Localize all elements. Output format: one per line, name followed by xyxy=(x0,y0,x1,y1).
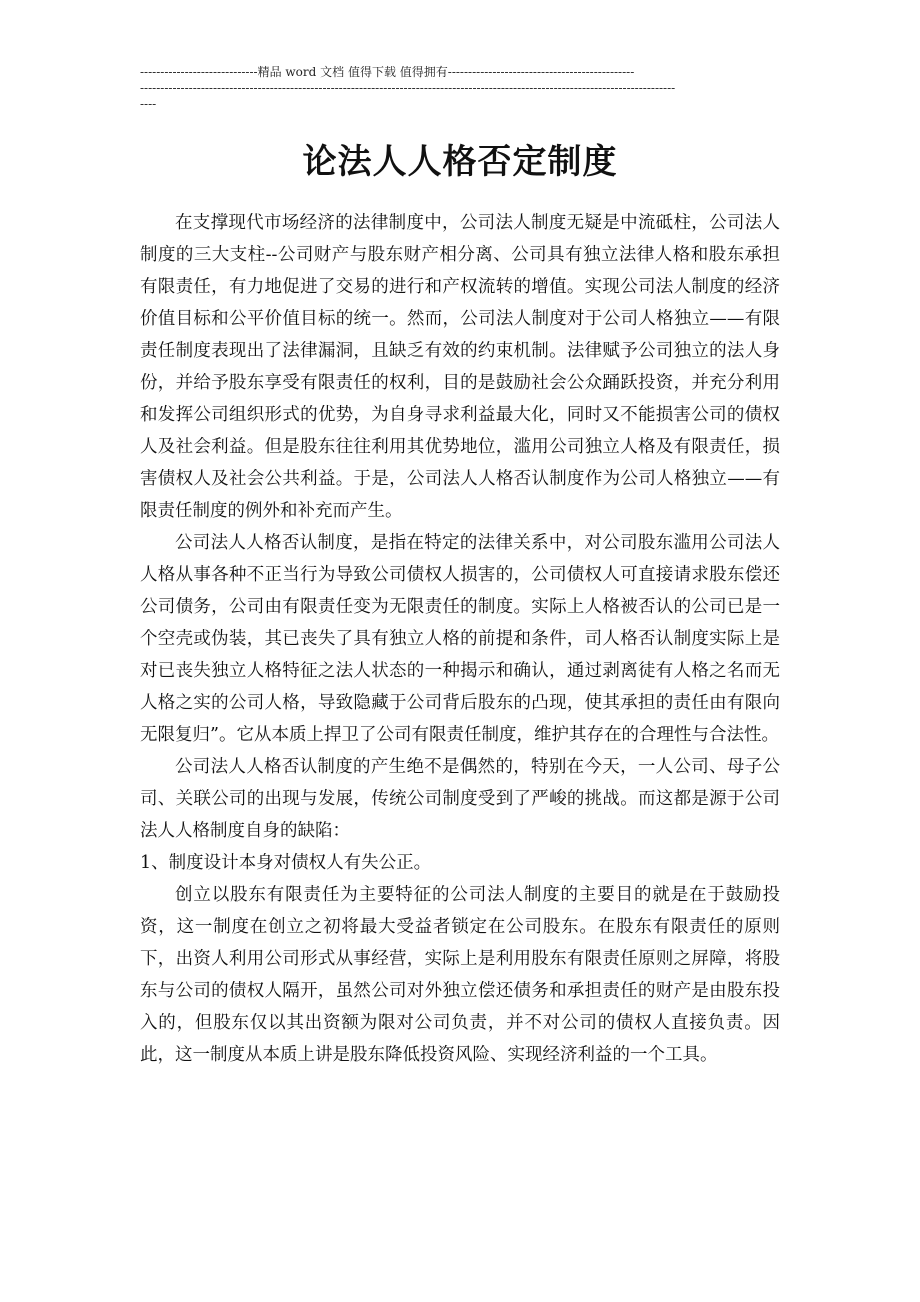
header-dash-line-end: ---- xyxy=(140,97,157,111)
paragraph-definition: 公司法人人格否认制度，是指在特定的法律关系中，对公司股东滥用公司法人人格从事各种不正当行为导致公司债权人损害的，公司债权人可直接请求股东偿还公司债务，公司由有限责任变为无限责任的制度。实际上人格被否认的公司已是一个空壳或伪装，其已丧失了具有独立人格的前提和条件，司人格否认制度实际上是对已丧失独立人格特征之法人状态的一种揭示和确认，通过剥离徒有人格之名而无人格之实的公司人格，导致隐藏于公司背后股东的凸现，使其承担的责任由有限向无限复归”。它从本质上捍卫了公司有限责任制度，维护其存在的合理性与合法性。 xyxy=(140,533,780,745)
header-banner-line: -----------------------------精品 word 文档 值得下载 值得拥有---------------------------------------------- xyxy=(140,65,635,79)
section-heading-1: 1、制度设计本身对债权人有失公正。 xyxy=(140,853,432,873)
paragraph-section-1: 创立以股东有限责任为主要特征的公司法人制度的主要目的就是在于鼓励投资，这一制度在创立之初将最大受益者锁定在公司股东。在股东有限责任的原则下，出资人利用公司形式从事经营，实际上是利用股东有限责任原则之屏障，将股东与公司的债权人隔开，虽然公司对外独立偿还债务和承担责任的财产是由股东投入的，但股东仅以其出资额为限对公司负责，并不对公司的债权人直接负责。因此，这一制度从本质上讲是股东降低投资风险、实现经济利益的一个工具。 xyxy=(140,885,780,1065)
document-title: 论法人人格否定制度 xyxy=(302,142,618,182)
paragraph-origin: 公司法人人格否认制度的产生绝不是偶然的，特别在今天，一人公司、母子公司、关联公司的出现与发展，传统公司制度受到了严峻的挑战。而这都是源于公司法人人格制度自身的缺陷： xyxy=(140,757,780,841)
document-page xyxy=(140,64,780,1071)
paragraph-intro: 在支撑现代市场经济的法律制度中，公司法人制度无疑是中流砥柱，公司法人制度的三大支柱--公司财产与股东财产相分离、公司具有独立法律人格和股东承担有限责任，有力地促进了交易的进行和产权流转的增值。实现公司法人制度的经济价值目标和公平价值目标的统一。然而，公司法人制度对于公司人格独立——有限责任制度表现出了法律漏洞，且缺乏有效的约束机制。法律赋予公司独立的法人身份，并给予股东享受有限责任的权利，目的是鼓励社会公众踊跃投资，并充分利用和发挥公司组织形式的优势，为自身寻求利益最大化，同时又不能损害公司的债权人及社会利益。但是股东往往利用其优势地位，滥用公司独立人格及有限责任，损害债权人及社会公共利益。于是，公司法人人格否认制度作为公司人格独立——有限责任制度的例外和补充而产生。 xyxy=(140,213,780,521)
header-dash-line: ------------------------------------------------------------------------------------------------------------------------------------ xyxy=(140,81,676,95)
